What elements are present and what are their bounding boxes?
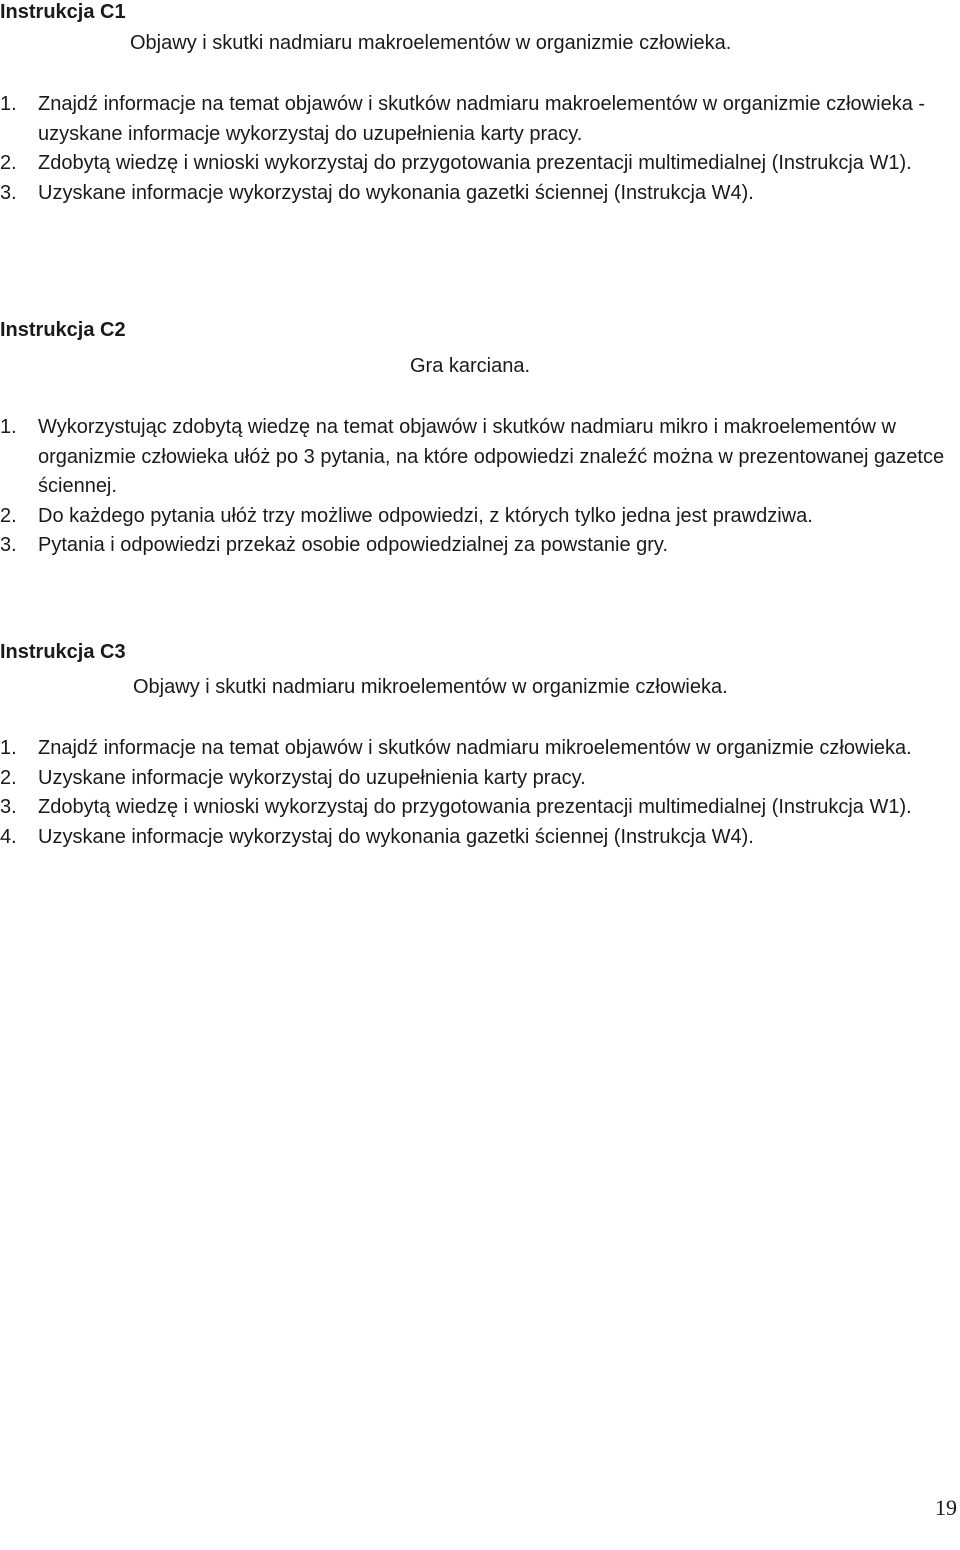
section-heading: Instrukcja C3 [0, 641, 126, 663]
item-text: Zdobytą wiedzę i wnioski wykorzystaj do przygotowania prezentacji multimedialnej (Instrukcja W1). [38, 152, 912, 174]
item-text: Do każdego pytania ułóż trzy możliwe odpowiedzi, z których tylko jedna jest prawdziwa. [38, 504, 813, 527]
item-number: 1. [0, 416, 17, 438]
instruction-list [0, 90, 960, 208]
list-item [0, 531, 960, 561]
page-number: 19 [935, 1495, 957, 1520]
list-item [0, 823, 960, 853]
section-heading: Instrukcja C1 [0, 1, 126, 23]
item-text: Uzyskane informacje wykorzystaj do wykonania gazetki ściennej (Instrukcja W4). [38, 825, 754, 848]
section-subtitle: Objawy i skutki nadmiaru mikroelementów w organizmie człowieka. [133, 676, 728, 698]
list-item [0, 734, 960, 764]
list-item [0, 90, 960, 149]
item-number: 2. [0, 504, 17, 527]
list-item [0, 502, 960, 532]
section-c3 [0, 640, 960, 848]
section-c1 [0, 0, 960, 204]
list-item [0, 413, 960, 502]
item-number: 1. [0, 737, 17, 759]
item-text: Zdobytą wiedzę i wnioski wykorzystaj do przygotowania prezentacji multimedialnej (Instrukcja W1). [38, 796, 912, 818]
item-text: Wykorzystując zdobytą wiedzę na temat objawów i skutków nadmiaru mikro i makroelementów w organizmie człowieka ułóż po 3 pytania, na które odpowiedzi znaleźć można w prezentowanej gazetce ściennej. [38, 416, 945, 497]
item-number: 3. [0, 534, 17, 556]
instruction-list [0, 734, 960, 852]
item-number: 4. [0, 825, 17, 848]
item-number: 2. [0, 766, 17, 789]
item-number: 3. [0, 796, 17, 818]
section-heading: Instrukcja C2 [0, 319, 126, 341]
list-item [0, 764, 960, 794]
item-text: Uzyskane informacje wykorzystaj do uzupełnienia karty pracy. [38, 766, 586, 789]
list-item [0, 149, 960, 179]
item-number: 1. [0, 93, 17, 115]
section-subtitle: Gra karciana. [410, 355, 531, 377]
item-text: Znajdź informacje na temat objawów i skutków nadmiaru makroelementów w organizmie człowieka - uzyskane informacje wykorzystaj do uzupełnienia karty pracy. [38, 93, 926, 145]
list-item [0, 179, 960, 209]
list-item [0, 793, 960, 823]
item-text: Pytania i odpowiedzi przekaż osobie odpowiedzialnej za powstanie gry. [38, 534, 668, 556]
item-text: Znajdź informacje na temat objawów i skutków nadmiaru mikroelementów w organizmie człowieka. [38, 737, 912, 759]
instruction-list [0, 413, 960, 561]
section-c2 [0, 318, 960, 556]
section-subtitle: Objawy i skutki nadmiaru makroelementów w organizmie człowieka. [130, 32, 732, 54]
item-number: 3. [0, 181, 17, 204]
item-number: 2. [0, 152, 17, 174]
item-text: Uzyskane informacje wykorzystaj do wykonania gazetki ściennej (Instrukcja W4). [38, 181, 754, 204]
